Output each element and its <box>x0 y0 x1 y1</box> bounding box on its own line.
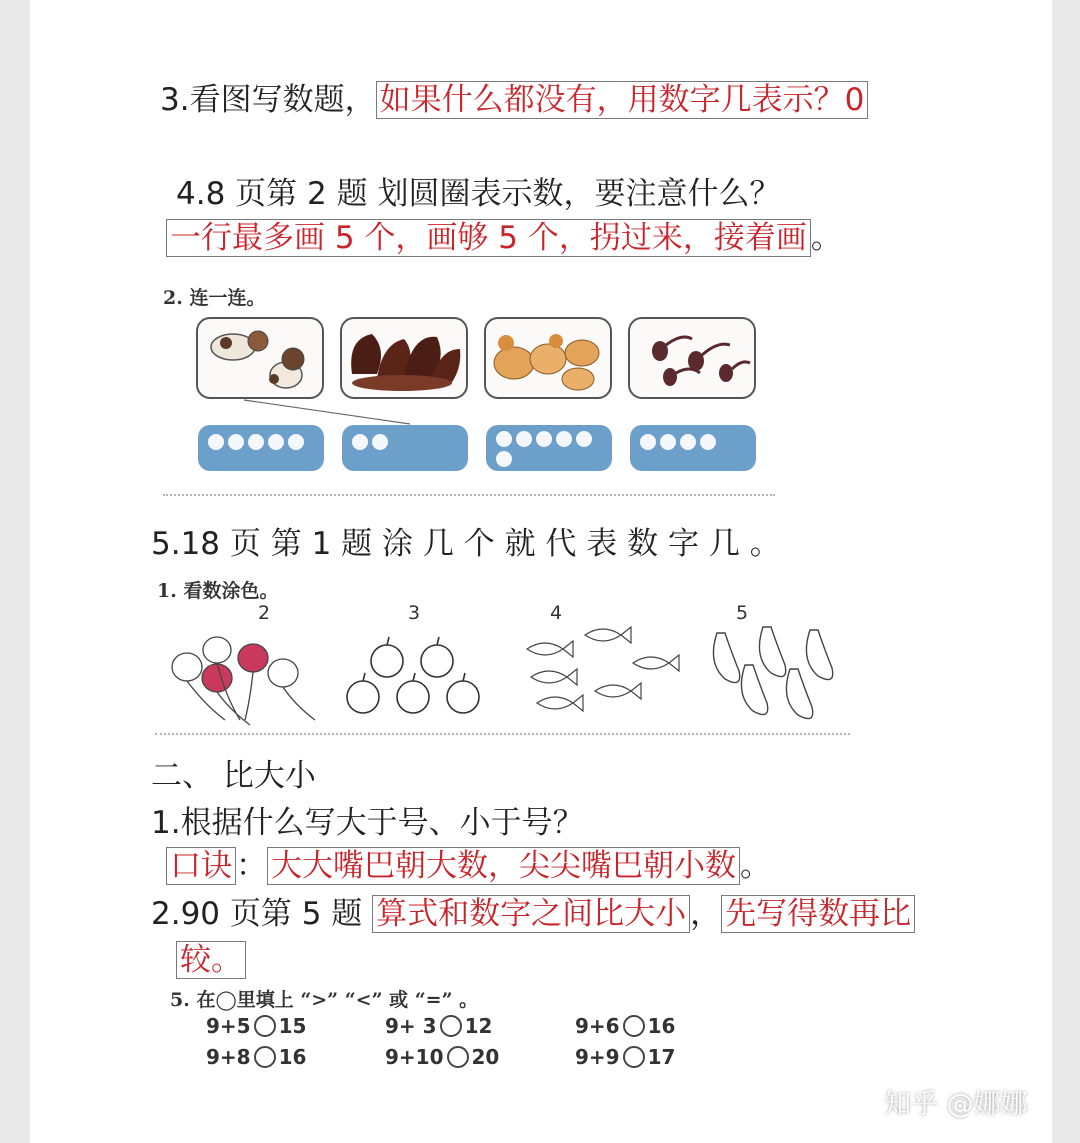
dot <box>536 431 552 447</box>
color-number-4: 4 <box>550 602 563 624</box>
dot-bar <box>486 425 612 471</box>
question-4-tail: 。 <box>810 220 842 256</box>
connect-exercise-label: 2. 连一连。 <box>163 287 266 309</box>
dot <box>556 431 572 447</box>
answer-1-tail: 。 <box>740 848 771 884</box>
zhihu-watermark: 知乎 @娜娜 <box>884 1089 1028 1120</box>
dot <box>496 451 512 467</box>
question-3-answer: 如果什么都没有，用数字几表示？0 <box>376 81 869 119</box>
dot <box>496 431 512 447</box>
answer-1-colon: ： <box>236 848 267 884</box>
dot <box>660 434 676 450</box>
equation-1-3 <box>575 1014 675 1038</box>
coloring-figures <box>165 625 855 730</box>
equation-left: 9+10 <box>385 1045 444 1069</box>
mnemonic-label: 口诀 <box>166 847 236 885</box>
eggplants-figure <box>713 627 832 719</box>
equation-left: 9+6 <box>575 1014 620 1038</box>
dot <box>576 431 592 447</box>
divider <box>155 733 850 735</box>
equation-left: 9+ 3 <box>385 1014 437 1038</box>
equation-right: 15 <box>278 1014 307 1038</box>
section-2-question-1: 1.根据什么写大于号、小于号？ <box>151 805 584 841</box>
answer-circle <box>254 1015 276 1037</box>
question-2-method-line-2: 较。 <box>176 941 246 979</box>
dot <box>700 434 716 450</box>
equation-left: 9+5 <box>206 1014 251 1038</box>
answer-circle <box>254 1046 276 1068</box>
equation-2-1 <box>206 1045 306 1069</box>
dot <box>352 434 368 450</box>
dot <box>228 434 244 450</box>
question-3-prefix: 3.看图写数题， <box>160 82 376 118</box>
hens-picture <box>484 317 612 399</box>
equation-2-2 <box>385 1045 499 1069</box>
color-number-5: 5 <box>736 602 749 624</box>
connection-line <box>240 398 420 428</box>
mnemonic-text: 大大嘴巴朝大数，尖尖嘴巴朝小数 <box>267 847 740 885</box>
dot-bar <box>198 425 324 471</box>
answer-circle <box>440 1015 462 1037</box>
question-4-title: 4.8 页第 2 题 划圆圈表示数，要注意什么？ <box>176 176 781 212</box>
question-2-method-continued <box>176 934 246 979</box>
answer-circle <box>447 1046 469 1068</box>
question-2-comma: ， <box>690 896 722 932</box>
dot <box>640 434 656 450</box>
color-number-2: 2 <box>258 602 271 624</box>
compare-exercise-label: 5. 在◯里填上 “>” “<” 或 “=” 。 <box>170 989 479 1011</box>
question-4-answer-line <box>166 212 842 257</box>
dot <box>372 434 388 450</box>
equation-left: 9+9 <box>575 1045 620 1069</box>
fish-figure <box>527 627 679 711</box>
dot-bar <box>630 425 756 471</box>
dot <box>680 434 696 450</box>
equation-right: 12 <box>464 1014 493 1038</box>
dot <box>268 434 284 450</box>
apples-figure <box>347 637 479 713</box>
answer-circle <box>623 1015 645 1037</box>
color-exercise-label: 1. 看数涂色。 <box>157 580 279 602</box>
section-2-question-2 <box>151 888 915 933</box>
equation-1-2 <box>385 1014 492 1038</box>
question-4-answer: 一行最多画 5 个，画够 5 个，拐过来，接着画 <box>166 219 811 257</box>
equation-left: 9+8 <box>206 1045 251 1069</box>
color-number-3: 3 <box>408 602 421 624</box>
equation-1-1 <box>206 1014 306 1038</box>
dot <box>248 434 264 450</box>
question-3 <box>160 74 868 119</box>
equation-right: 16 <box>278 1045 307 1069</box>
dot <box>208 434 224 450</box>
divider <box>163 494 775 496</box>
equation-right: 16 <box>647 1014 676 1038</box>
squirrels-picture <box>340 317 468 399</box>
question-5-title: 5.18 页 第 1 题 涂 几 个 就 代 表 数 字 几 。 <box>151 526 781 562</box>
dot-bar <box>342 425 468 471</box>
question-2-topic: 算式和数字之间比大小 <box>372 895 690 933</box>
equation-2-3 <box>575 1045 675 1069</box>
dot <box>288 434 304 450</box>
tadpoles-picture <box>628 317 756 399</box>
balloons-figure <box>172 637 315 725</box>
section-2-heading: 二、 比大小 <box>151 758 316 794</box>
answer-circle <box>623 1046 645 1068</box>
section-2-answer-1 <box>166 840 771 885</box>
question-2-method: 先写得数再比 <box>721 895 915 933</box>
equation-right: 17 <box>647 1045 676 1069</box>
dogs-picture <box>196 317 324 399</box>
equation-right: 20 <box>471 1045 500 1069</box>
dot <box>516 431 532 447</box>
question-2-prefix: 2.90 页第 5 题 <box>151 896 373 932</box>
